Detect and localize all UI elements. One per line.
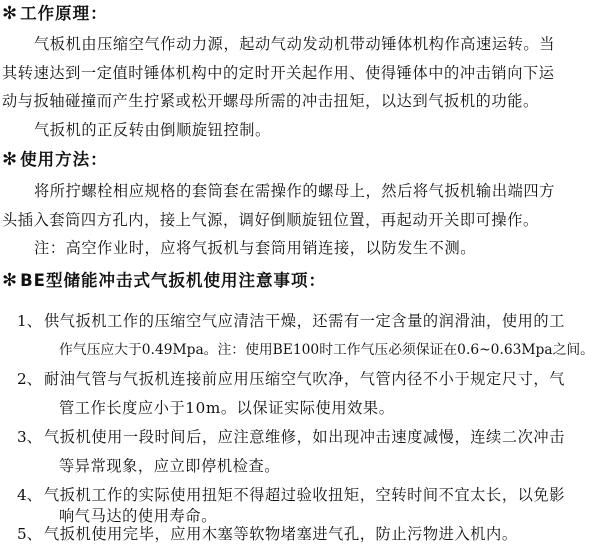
item-number: 5、 [17, 525, 42, 543]
heading-text: BE型储能冲击式气扳机使用注意事项： [20, 271, 326, 290]
item-line-1: 耐油气管与气扳机连接前应用压缩空气吹净，气管内径不小于规定尺寸，气 [44, 370, 565, 388]
section-heading-precautions [2, 271, 326, 291]
item-line-1: 气扳机使用一段时间后，应注意维修，如出现冲击速度减慢，连续二次冲击 [44, 428, 565, 446]
principle-line-3: 动与扳轴碰撞而产生拧紧或松开螺母所需的冲击扭矩，以达到气扳机的功能。 [2, 92, 539, 110]
item-line-1: 气扳机工作的实际使用扭矩不得超过验收扭矩，空转时间不宜太长，以免影 [44, 486, 565, 504]
usage-note: 注：高空作业时，应将气扳机与套筒用销连接，以防发生不测。 [34, 239, 477, 257]
item-line-2: 作气压应大于0.49Mpa。注：使用BE100时工作气压必须保证在0.6~0.63Mpa之间。 [59, 342, 594, 358]
item-line-2: 等异常现象，应立即停机检查。 [59, 457, 281, 475]
principle-line-2: 其转速达到一定值时锤体机构中的定时开关起作用、使得锤体中的冲击销向下运 [2, 64, 555, 82]
item-line-1: 供气扳机工作的压缩空气应清洁干燥，还需有一定含量的润滑油，使用的工 [44, 312, 565, 330]
principle-line-4: 气扳机的正反转由倒顺旋钮控制。 [34, 121, 271, 139]
item-line-1: 气扳机使用完毕，应用木塞等软物堵塞进气孔，防止污物进入机内。 [44, 525, 518, 543]
item-number: 3、 [17, 428, 42, 446]
section-heading-working-principle [2, 4, 108, 24]
item-number: 4、 [17, 486, 42, 504]
asterisk-icon: ✻ [2, 149, 19, 170]
asterisk-icon: ✻ [2, 3, 19, 24]
section-heading-usage [2, 150, 108, 170]
asterisk-icon: ✻ [2, 270, 19, 291]
usage-line-2: 头插入套筒四方孔内，接上气源，调好倒顺旋钮位置，再起动开关即可操作。 [2, 211, 539, 229]
usage-line-1: 将所拧螺栓相应规格的套筒套在需操作的螺母上，然后将气扳机输出端四方 [34, 182, 555, 200]
heading-text: 工作原理： [20, 4, 108, 23]
item-number: 2、 [17, 370, 42, 388]
principle-line-1: 气板机由压缩空气作动力源，起动气动发动机带动锤体机构作高速运转。当 [34, 35, 555, 53]
item-line-2: 管工作长度应小于10m。以保证实际使用效果。 [59, 399, 395, 417]
heading-text: 使用方法： [20, 150, 108, 169]
item-line-2: 响气马达的使用寿命。 [59, 507, 217, 525]
item-number: 1、 [17, 312, 42, 330]
